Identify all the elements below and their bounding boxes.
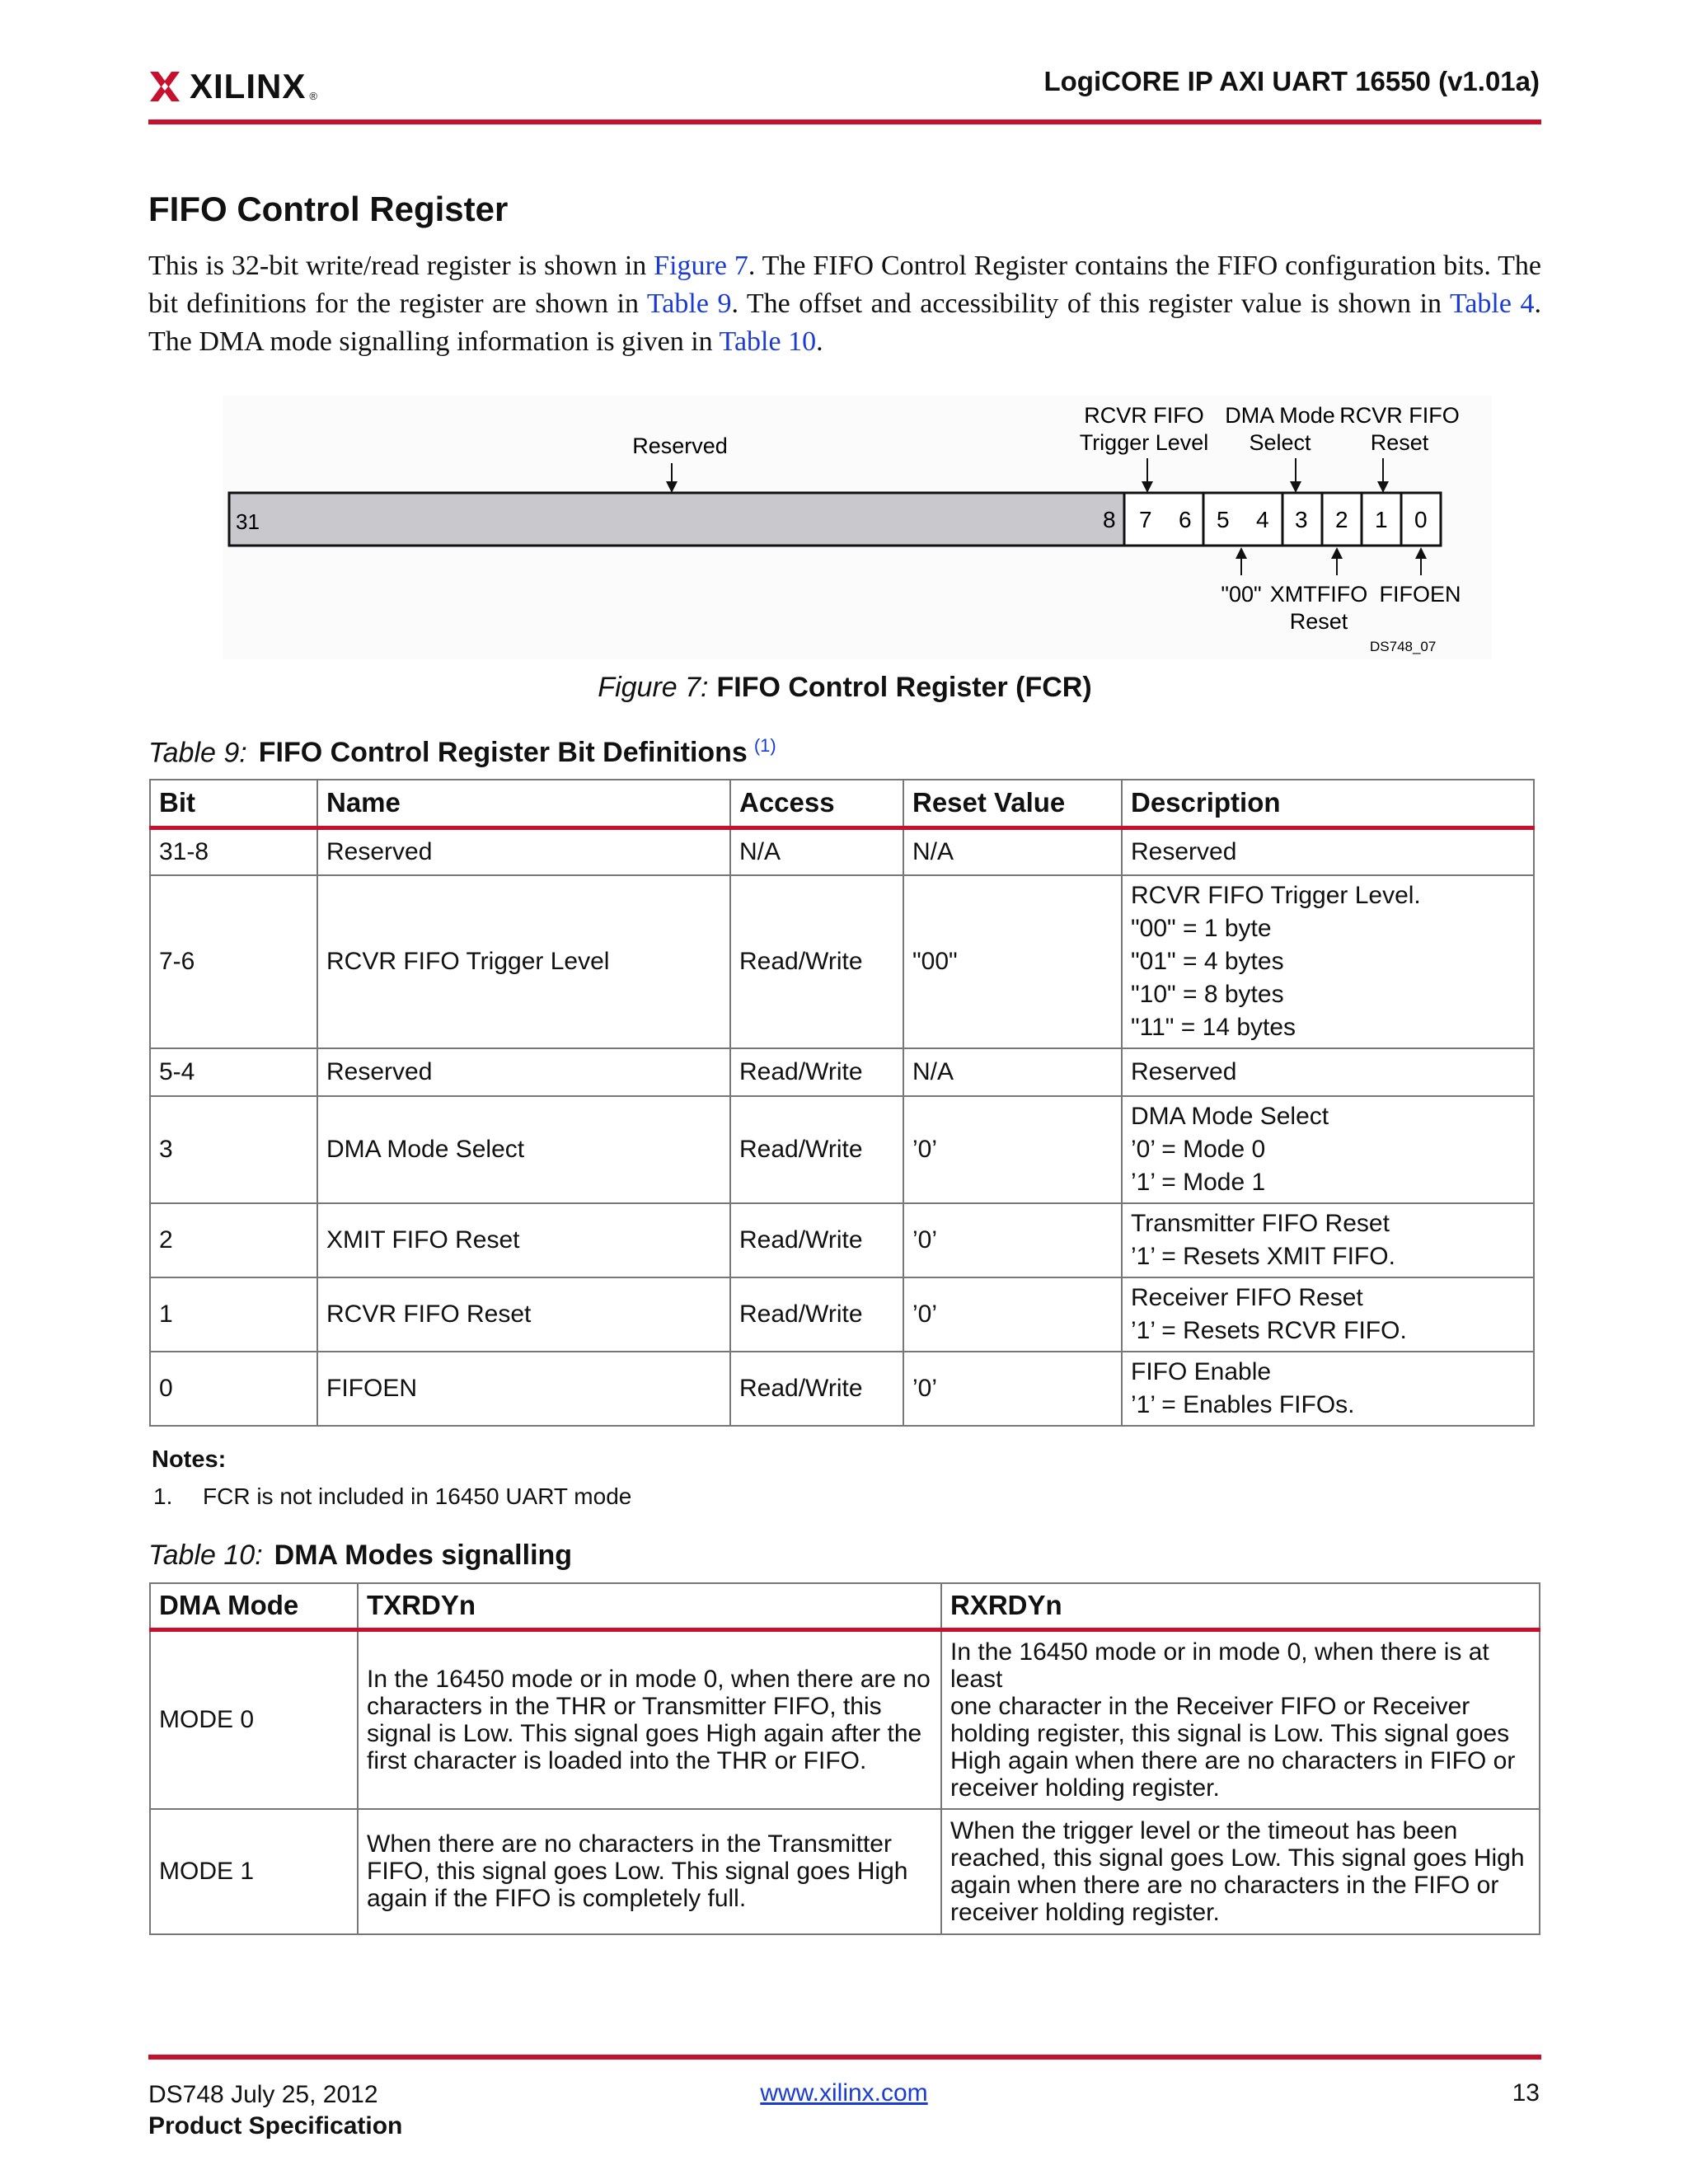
table-row — [150, 827, 1534, 875]
cell-txrdyn — [358, 1629, 941, 1809]
cell-description — [1122, 827, 1534, 875]
page-number: 13 — [1512, 2079, 1540, 2107]
label-xmt-line2: Reset — [1289, 609, 1348, 634]
cell-rxrdyn — [941, 1809, 1540, 1934]
label-dma-line2: Select — [1249, 430, 1311, 455]
cell-reset-value: ’0’ — [903, 1352, 1122, 1426]
description-line: ’0’ = Mode 0 — [1131, 1136, 1266, 1163]
bit-label-5: 5 — [1217, 507, 1230, 532]
table9-caption-label: Table 9: — [148, 737, 247, 769]
description-line: ’1’ = Resets RCVR FIFO. — [1131, 1317, 1407, 1344]
cell-text-line: signal is Low. This signal goes High again after the — [367, 1719, 922, 1747]
cell-text-line: one character in the Receiver FIFO or Receiver — [950, 1692, 1470, 1720]
cell-reset-value: N/A — [903, 1048, 1122, 1096]
description-line: RCVR FIFO Trigger Level. — [1131, 882, 1421, 909]
bit-label-1: 1 — [1375, 507, 1388, 532]
label-rcvr-trigger-line1: RCVR FIFO — [1084, 403, 1204, 428]
description-line: Receiver FIFO Reset — [1131, 1284, 1363, 1311]
table10-body — [150, 1629, 1540, 1934]
xilinx-logo-icon — [148, 70, 181, 103]
table9-header-name: Name — [317, 780, 730, 827]
bit-label-2: 2 — [1335, 507, 1348, 532]
table10-header-row — [150, 1583, 1540, 1629]
cell-access: Read/Write — [730, 1096, 903, 1203]
cell-bit: 3 — [150, 1096, 317, 1203]
cell-bit: 7-6 — [150, 875, 317, 1048]
table-row — [150, 1203, 1534, 1277]
cell-reset-value: "00" — [903, 875, 1122, 1048]
footer-center — [0, 2079, 1688, 2107]
label-xmt-line1: XMTFIFO — [1269, 582, 1368, 607]
cell-access: Read/Write — [730, 1352, 903, 1426]
cell-bit: 0 — [150, 1352, 317, 1426]
logo-wordmark: XILINX — [190, 67, 307, 105]
cell-bit: 5-4 — [150, 1048, 317, 1096]
table9-caption — [148, 735, 776, 769]
cell-text-line: receiver holding register. — [950, 1774, 1220, 1802]
intro-link[interactable]: Table 9 — [646, 288, 732, 319]
description-line: Transmitter FIFO Reset — [1131, 1210, 1390, 1237]
cell-access: Read/Write — [730, 1203, 903, 1277]
cell-name: Reserved — [317, 1048, 730, 1096]
figure-caption — [148, 672, 1541, 704]
fcr-register-diagram — [223, 396, 1492, 659]
description-line: "01" = 4 bytes — [1131, 948, 1284, 975]
description-line: FIFO Enable — [1131, 1358, 1272, 1385]
table9-header-description: Description — [1122, 780, 1534, 827]
bits-5-4-box — [1203, 493, 1282, 546]
cell-text-line: reached, this signal goes Low. This signal goes High — [950, 1844, 1525, 1872]
intro-text: This is 32-bit write/read register is shown in — [148, 251, 654, 281]
cell-description — [1122, 1048, 1534, 1096]
table9-header-row — [150, 780, 1534, 827]
label-rcvr-reset-line1: RCVR FIFO — [1339, 403, 1460, 428]
cell-description — [1122, 1096, 1534, 1203]
intro-link[interactable]: Figure 7 — [654, 251, 748, 281]
table-row — [150, 1352, 1534, 1426]
label-zeros: "00" — [1221, 582, 1262, 607]
intro-text: . The DMA mode signalling information is given in — [148, 288, 1541, 357]
cell-text-line: In the 16450 mode or in mode 0, when there are no — [367, 1665, 931, 1693]
cell-name: Reserved — [317, 827, 730, 875]
table9-header-reset: Reset Value — [903, 780, 1122, 827]
footer-doc-date: DS748 July 25, 2012 — [148, 2081, 378, 2108]
table10-caption — [148, 1540, 572, 1572]
table10-caption-title: DMA Modes signalling — [274, 1540, 573, 1571]
bit-label-6: 6 — [1179, 507, 1192, 532]
cell-text-line: receiver holding register. — [950, 1898, 1220, 1926]
cell-dma-mode: MODE 1 — [150, 1809, 358, 1934]
cell-text-line: holding register, this signal is Low. This signal goes — [950, 1719, 1510, 1747]
table10-header-mode: DMA Mode — [150, 1583, 358, 1629]
table9-caption-note-link[interactable]: (1) — [753, 735, 776, 756]
label-fifoen: FIFOEN — [1379, 582, 1461, 607]
bits-7-6-box — [1124, 493, 1203, 546]
document-title: LogiCORE IP AXI UART 16550 (v1.01a) — [1043, 66, 1540, 96]
figure-caption-title: FIFO Control Register (FCR) — [716, 672, 1092, 703]
figure-id: DS748_07 — [1370, 639, 1437, 654]
label-rcvr-reset-line2: Reset — [1370, 430, 1429, 455]
table9-header-access: Access — [730, 780, 903, 827]
cell-text-line: In the 16450 mode or in mode 0, when there is at least — [950, 1638, 1489, 1693]
table9-caption-title: FIFO Control Register Bit Definitions — [258, 737, 748, 769]
table-row — [150, 875, 1534, 1048]
header-rule — [148, 120, 1541, 124]
xilinx-logo — [148, 66, 317, 107]
cell-access: Read/Write — [730, 875, 903, 1048]
cell-name: FIFOEN — [317, 1352, 730, 1426]
cell-bit: 31-8 — [150, 827, 317, 875]
cell-access: Read/Write — [730, 1277, 903, 1352]
fcr-bit-definitions-table — [149, 779, 1535, 1427]
cell-text-line: first character is loaded into the THR or FIFO. — [367, 1746, 867, 1774]
bit-label-0: 0 — [1414, 507, 1428, 532]
description-line: DMA Mode Select — [1131, 1103, 1329, 1130]
intro-text: . The offset and accessibility of this register value is shown in — [731, 288, 1450, 319]
cell-text-line: When there are no characters in the Transmitter — [367, 1830, 892, 1858]
bit-label-3: 3 — [1295, 507, 1308, 532]
label-reserved: Reserved — [632, 434, 728, 458]
cell-text-line: characters in the THR or Transmitter FIFO, this — [367, 1692, 882, 1720]
description-line: "00" = 1 byte — [1131, 915, 1272, 942]
cell-reset-value: ’0’ — [903, 1203, 1122, 1277]
cell-name: RCVR FIFO Trigger Level — [317, 875, 730, 1048]
label-dma-line1: DMA Mode — [1225, 403, 1335, 428]
cell-description — [1122, 1203, 1534, 1277]
intro-text: . The FIFO Control Register contains the FIFO configuration bits. The bit definitions for the register are shown in — [148, 251, 1541, 319]
cell-text-line: When the trigger level or the timeout has been — [950, 1816, 1458, 1844]
table-row — [150, 1048, 1534, 1096]
bit-label-4: 4 — [1256, 507, 1269, 532]
reserved-field-box — [229, 493, 1124, 546]
cell-description — [1122, 875, 1534, 1048]
bit-label-31: 31 — [236, 509, 260, 534]
cell-bit: 2 — [150, 1203, 317, 1277]
intro-paragraph — [148, 247, 1541, 361]
cell-description — [1122, 1352, 1534, 1426]
cell-text-line: High again when there are no characters in FIFO or — [950, 1746, 1516, 1774]
table9-header-bit: Bit — [150, 780, 317, 827]
logo-registered-mark: ® — [309, 90, 317, 102]
table-row — [150, 1809, 1540, 1934]
description-line: ’1’ = Mode 1 — [1131, 1169, 1266, 1196]
cell-reset-value: ’0’ — [903, 1096, 1122, 1203]
description-line: Reserved — [1131, 1058, 1237, 1085]
cell-text-line: again when there are no characters in the FIFO or — [950, 1871, 1499, 1899]
description-line: Reserved — [1131, 837, 1237, 865]
intro-link[interactable]: Table 10 — [719, 326, 817, 357]
footer-doc-type: Product Specification — [148, 2112, 403, 2139]
section-title: FIFO Control Register — [148, 190, 509, 228]
table10-header-txrdyn: TXRDYn — [358, 1583, 941, 1629]
notes-title: Notes: — [152, 1446, 227, 1473]
cell-name: XMIT FIFO Reset — [317, 1203, 730, 1277]
cell-text-line: again if the FIFO is completely full. — [367, 1885, 747, 1912]
cell-text-line: FIFO, this signal goes Low. This signal goes High — [367, 1858, 908, 1885]
table9-body — [150, 827, 1534, 1426]
description-line: ’1’ = Resets XMIT FIFO. — [1131, 1243, 1395, 1270]
intro-text: . — [816, 326, 823, 357]
footer-url-link[interactable]: www.xilinx.com — [760, 2079, 928, 2107]
figure-caption-label: Figure 7: — [598, 672, 709, 703]
cell-name: RCVR FIFO Reset — [317, 1277, 730, 1352]
dma-modes-table — [149, 1582, 1540, 1935]
cell-bit: 1 — [150, 1277, 317, 1352]
description-line: ’1’ = Enables FIFOs. — [1131, 1391, 1355, 1418]
bit-label-7: 7 — [1139, 507, 1152, 532]
cell-access: Read/Write — [730, 1048, 903, 1096]
cell-name: DMA Mode Select — [317, 1096, 730, 1203]
footer-rule — [148, 2055, 1541, 2060]
description-line: "11" = 14 bytes — [1131, 1014, 1296, 1041]
table10-caption-label: Table 10: — [148, 1540, 263, 1571]
note-item — [153, 1483, 631, 1510]
bit-label-8: 8 — [1103, 507, 1116, 532]
cell-txrdyn — [358, 1809, 941, 1934]
label-rcvr-trigger-line2: Trigger Level — [1079, 430, 1209, 455]
cell-reset-value: N/A — [903, 827, 1122, 875]
note-text: FCR is not included in 16450 UART mode — [203, 1483, 632, 1509]
cell-access: N/A — [730, 827, 903, 875]
intro-link[interactable]: Table 4 — [1449, 288, 1535, 319]
description-line: "10" = 8 bytes — [1131, 981, 1284, 1008]
cell-rxrdyn — [941, 1629, 1540, 1809]
note-number: 1. — [153, 1483, 173, 1509]
cell-dma-mode: MODE 0 — [150, 1629, 358, 1809]
table-row — [150, 1096, 1534, 1203]
cell-description — [1122, 1277, 1534, 1352]
table-row — [150, 1277, 1534, 1352]
table10-header-rxrdyn: RXRDYn — [941, 1583, 1540, 1629]
table-row — [150, 1629, 1540, 1809]
cell-reset-value: ’0’ — [903, 1277, 1122, 1352]
